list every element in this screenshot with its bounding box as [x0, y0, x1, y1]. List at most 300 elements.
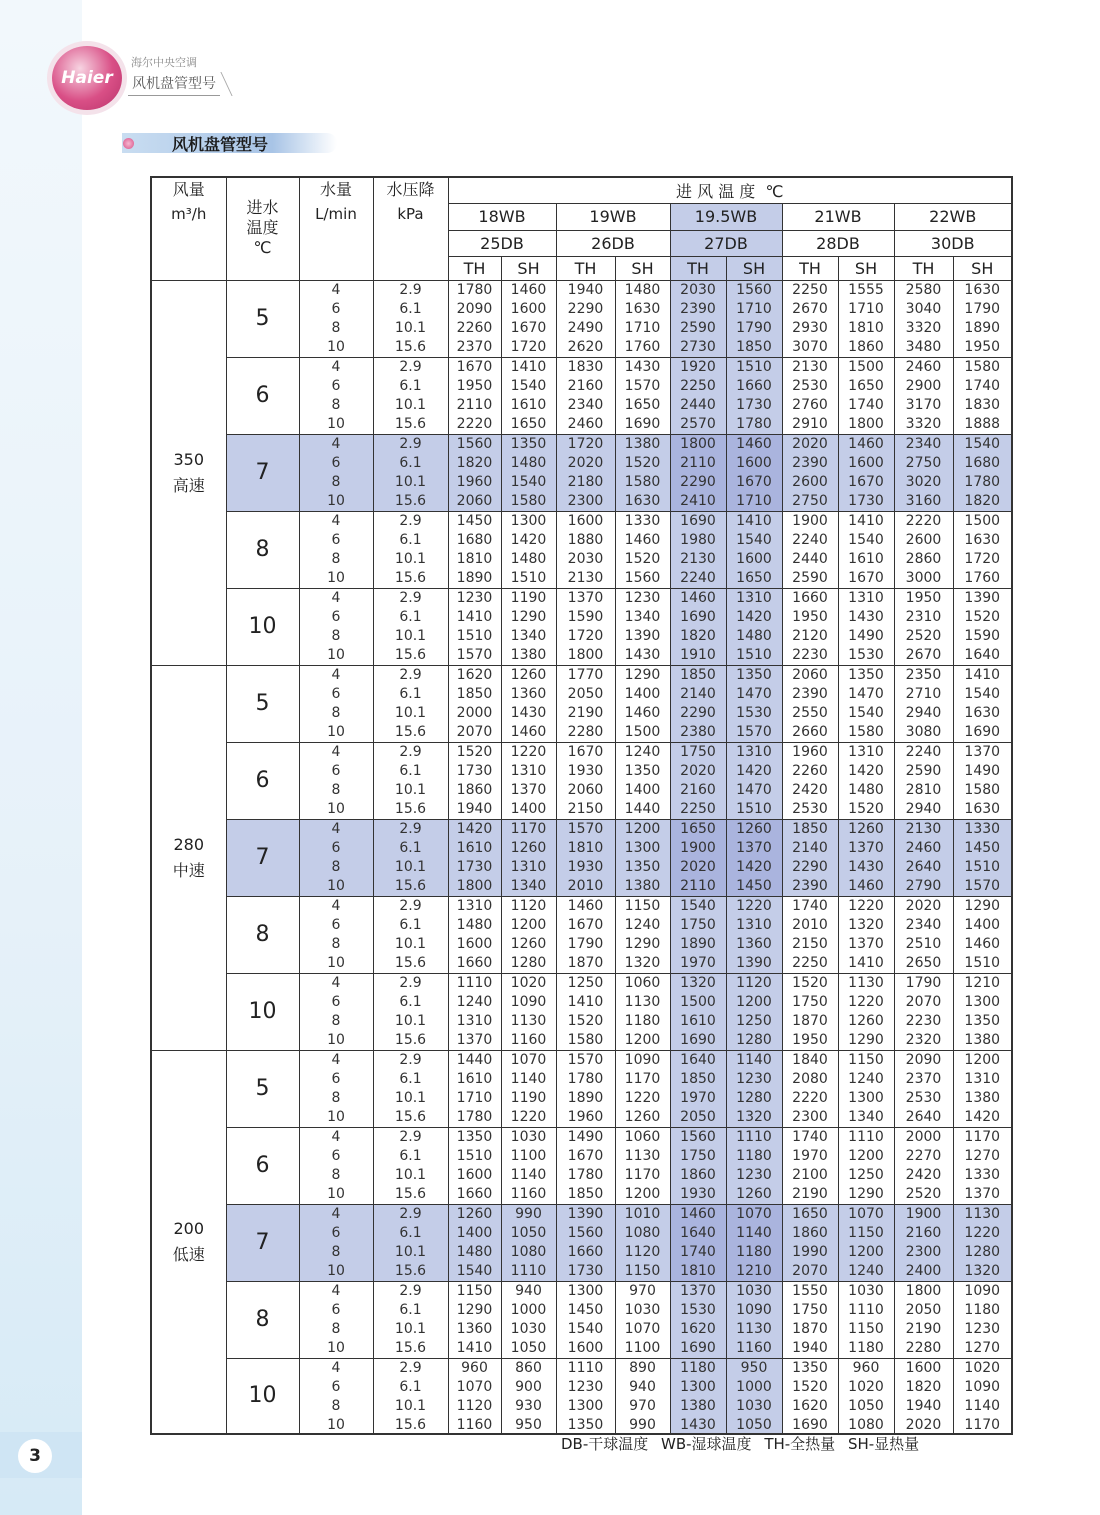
- sh-value-cell: [615, 434, 670, 511]
- value-line: 4: [331, 897, 341, 914]
- value-line: 1410: [510, 358, 547, 375]
- value-line: 10.1: [394, 704, 427, 721]
- value-line: 1850: [456, 685, 493, 702]
- value-line: 10.1: [394, 1089, 427, 1106]
- value-line: 2.9: [399, 512, 422, 529]
- value-line: 1070: [510, 1051, 547, 1068]
- value-line: 1570: [624, 377, 661, 394]
- db-header: 27DB: [670, 230, 782, 256]
- value-line: 1460: [736, 435, 772, 452]
- value-line: 1180: [624, 1012, 661, 1029]
- value-line: 10: [327, 1262, 345, 1279]
- value-line: 1940: [567, 281, 604, 298]
- value-line: 2030: [680, 281, 716, 298]
- value-line: 1790: [964, 300, 1001, 317]
- value-line: 1560: [624, 569, 661, 586]
- value-line: 2020: [905, 897, 942, 914]
- value-line: 1450: [736, 877, 772, 894]
- water-flow-cell: [299, 819, 373, 896]
- value-line: 1110: [736, 1128, 772, 1145]
- value-line: 1350: [964, 1012, 1001, 1029]
- value-line: 1950: [964, 338, 1001, 355]
- value-line: 1640: [964, 646, 1001, 663]
- inlet-temp-cell: 5: [226, 665, 299, 742]
- value-line: 4: [331, 820, 341, 837]
- value-line: 860: [515, 1359, 542, 1376]
- value-line: 1600: [736, 454, 772, 471]
- value-line: 4: [331, 743, 341, 760]
- value-line: 1940: [905, 1397, 942, 1414]
- value-line: 1090: [964, 1282, 1001, 1299]
- value-line: 1110: [567, 1359, 604, 1376]
- th-value-cell: [448, 1050, 501, 1127]
- sh-value-cell: [501, 1204, 556, 1281]
- value-line: 1300: [680, 1378, 716, 1395]
- sh-value-cell: [501, 1050, 556, 1127]
- th-header: TH: [556, 256, 615, 280]
- value-line: 1090: [964, 1378, 1001, 1395]
- value-line: 1850: [792, 820, 828, 837]
- value-line: 1890: [964, 319, 1001, 336]
- sh-value-cell: [615, 588, 670, 665]
- water-flow-cell: [299, 1281, 373, 1358]
- sh-value-cell: [953, 665, 1012, 742]
- value-line: 1470: [848, 685, 884, 702]
- value-line: 6: [331, 1070, 341, 1087]
- value-line: 1310: [510, 858, 547, 875]
- th-value-cell: [894, 665, 953, 742]
- value-line: 1510: [456, 1147, 493, 1164]
- value-line: 1660: [456, 1185, 493, 1202]
- value-line: 2300: [567, 492, 604, 509]
- value-line: 1020: [848, 1378, 884, 1395]
- value-line: 1670: [510, 319, 547, 336]
- value-line: 4: [331, 666, 341, 683]
- value-line: 2490: [567, 319, 604, 336]
- sh-value-cell: [726, 1204, 782, 1281]
- value-line: 2020: [792, 435, 828, 452]
- value-line: 1320: [736, 1108, 772, 1125]
- sh-value-cell: [726, 819, 782, 896]
- value-line: 2530: [792, 800, 828, 817]
- section-title: 风机盘管型号: [172, 135, 269, 154]
- value-line: 1690: [680, 1031, 716, 1048]
- value-line: 1110: [456, 974, 493, 991]
- value-line: 4: [331, 1359, 341, 1376]
- value-line: 2290: [792, 858, 828, 875]
- value-line: 1370: [736, 839, 772, 856]
- value-line: 1100: [510, 1147, 547, 1164]
- table-row: [151, 896, 1012, 973]
- value-line: 1690: [680, 1339, 716, 1356]
- value-line: 1110: [848, 1128, 884, 1145]
- sh-value-cell: [838, 357, 894, 434]
- value-line: 1260: [456, 1205, 493, 1222]
- value-line: 2600: [792, 473, 828, 490]
- value-line: 1310: [848, 743, 884, 760]
- value-line: 1690: [680, 512, 716, 529]
- value-line: 1555: [848, 281, 884, 298]
- value-line: 1260: [510, 935, 547, 952]
- value-line: 8: [331, 1397, 341, 1414]
- value-line: 2440: [680, 396, 716, 413]
- value-line: 1970: [680, 1089, 716, 1106]
- value-line: 1380: [680, 1397, 716, 1414]
- th-value-cell: [894, 896, 953, 973]
- value-line: 1430: [848, 858, 884, 875]
- value-line: 1050: [736, 1416, 772, 1433]
- value-line: 15.6: [394, 1031, 427, 1048]
- th-value-cell: [556, 511, 615, 588]
- value-line: 2860: [905, 550, 942, 567]
- value-line: 1000: [510, 1301, 547, 1318]
- th-value-cell: [448, 1281, 501, 1358]
- value-line: 2.9: [399, 820, 422, 837]
- pressure-drop-cell: [373, 819, 448, 896]
- th-value-cell: [894, 1204, 953, 1281]
- value-line: 1570: [736, 723, 772, 740]
- sh-value-cell: [953, 896, 1012, 973]
- value-line: 1470: [736, 781, 772, 798]
- pressure-drop-cell: [373, 1050, 448, 1127]
- value-line: 2000: [905, 1128, 942, 1145]
- value-line: 2930: [792, 319, 828, 336]
- value-line: 1490: [848, 627, 884, 644]
- value-line: 1370: [848, 935, 884, 952]
- value-line: 1580: [964, 781, 1001, 798]
- value-line: 1520: [624, 454, 661, 471]
- value-line: 1480: [510, 454, 547, 471]
- value-line: 1930: [680, 1185, 716, 1202]
- th-value-cell: [448, 819, 501, 896]
- sh-value-cell: [501, 1358, 556, 1434]
- value-line: 1600: [456, 1166, 493, 1183]
- value-line: 6: [331, 1147, 341, 1164]
- value-line: 2220: [905, 512, 942, 529]
- value-line: 1170: [964, 1128, 1001, 1145]
- value-line: 1130: [624, 993, 661, 1010]
- value-line: 1430: [624, 358, 661, 375]
- value-line: 1780: [456, 1108, 493, 1125]
- value-line: 2340: [905, 916, 942, 933]
- value-line: 1120: [456, 1397, 493, 1414]
- value-line: 990: [629, 1416, 656, 1433]
- sh-value-cell: [501, 434, 556, 511]
- value-line: 10: [327, 415, 345, 432]
- value-line: 2010: [792, 916, 828, 933]
- value-line: 2160: [680, 781, 716, 798]
- value-line: 2.9: [399, 358, 422, 375]
- table-row: [151, 357, 1012, 434]
- th-header: TH: [670, 256, 726, 280]
- value-line: 1170: [624, 1070, 661, 1087]
- table-row: [151, 280, 1012, 357]
- value-line: 1460: [680, 1205, 716, 1222]
- value-line: 1870: [792, 1320, 828, 1337]
- value-line: 2070: [905, 993, 942, 1010]
- value-line: 1740: [792, 897, 828, 914]
- value-line: 2.9: [399, 1282, 422, 1299]
- value-line: 1820: [680, 627, 716, 644]
- value-line: 1470: [736, 685, 772, 702]
- value-line: 3000: [905, 569, 942, 586]
- value-line: 1510: [456, 627, 493, 644]
- value-line: 1200: [964, 1051, 1001, 1068]
- value-line: 1420: [736, 762, 772, 779]
- value-line: 1350: [456, 1128, 493, 1145]
- inlet-temp-cell: 5: [226, 1050, 299, 1127]
- value-line: 1750: [680, 743, 716, 760]
- value-line: 1630: [964, 281, 1001, 298]
- value-line: 4: [331, 974, 341, 991]
- value-line: 1660: [567, 1243, 604, 1260]
- value-line: 1690: [792, 1416, 828, 1433]
- th-value-cell: [556, 819, 615, 896]
- value-line: 2910: [792, 415, 828, 432]
- value-line: 1310: [510, 762, 547, 779]
- value-line: 1660: [736, 377, 772, 394]
- value-line: 3170: [905, 396, 942, 413]
- value-line: 1710: [736, 492, 772, 509]
- value-line: 1110: [510, 1262, 547, 1279]
- value-line: 1650: [624, 396, 661, 413]
- value-line: 1200: [510, 916, 547, 933]
- th-value-cell: [782, 357, 838, 434]
- sh-header: SH: [726, 256, 782, 280]
- value-line: 1410: [848, 954, 884, 971]
- value-line: 1510: [964, 858, 1001, 875]
- value-line: 1800: [680, 435, 716, 452]
- value-line: 2570: [680, 415, 716, 432]
- value-line: 1910: [680, 646, 716, 663]
- value-line: 1810: [680, 1262, 716, 1279]
- th-value-cell: [782, 896, 838, 973]
- value-line: 2270: [905, 1147, 942, 1164]
- th-value-cell: [670, 511, 726, 588]
- value-line: 1770: [567, 666, 604, 683]
- sh-value-cell: [953, 511, 1012, 588]
- value-line: 1330: [964, 820, 1001, 837]
- value-line: 1460: [624, 704, 661, 721]
- value-line: 1800: [848, 415, 884, 432]
- value-line: 1540: [680, 897, 716, 914]
- value-line: 1100: [624, 1339, 661, 1356]
- value-line: 1810: [456, 550, 493, 567]
- wb-header: 18WB: [448, 203, 556, 230]
- value-line: 1630: [624, 300, 661, 317]
- value-line: 2750: [905, 454, 942, 471]
- value-line: 2640: [905, 1108, 942, 1125]
- value-line: 1120: [510, 897, 547, 914]
- value-line: 1960: [792, 743, 828, 760]
- value-line: 1380: [624, 877, 661, 894]
- sh-value-cell: [615, 973, 670, 1050]
- sh-value-cell: [726, 742, 782, 819]
- water-flow-header: 水量 L/min: [299, 177, 373, 280]
- pressure-drop-cell: [373, 511, 448, 588]
- value-line: 1600: [510, 300, 547, 317]
- value-line: 1800: [905, 1282, 942, 1299]
- value-line: 2590: [905, 762, 942, 779]
- value-line: 1420: [736, 858, 772, 875]
- value-line: 2250: [792, 954, 828, 971]
- value-line: 15.6: [394, 954, 427, 971]
- value-line: 1950: [792, 1031, 828, 1048]
- value-line: 2520: [905, 627, 942, 644]
- value-line: 1130: [964, 1205, 1001, 1222]
- value-line: 8: [331, 550, 341, 567]
- value-line: 1660: [792, 589, 828, 606]
- value-line: 1260: [848, 820, 884, 837]
- value-line: 1680: [964, 454, 1001, 471]
- value-line: 1020: [510, 974, 547, 991]
- value-line: 1390: [624, 627, 661, 644]
- value-line: 1660: [456, 954, 493, 971]
- sh-value-cell: [953, 434, 1012, 511]
- value-line: 2.9: [399, 1359, 422, 1376]
- value-line: 1640: [680, 1051, 716, 1068]
- value-line: 1460: [848, 877, 884, 894]
- value-line: 1140: [736, 1224, 772, 1241]
- value-line: 2130: [680, 550, 716, 567]
- th-value-cell: [556, 1050, 615, 1127]
- value-line: 1920: [680, 358, 716, 375]
- value-line: 1830: [964, 396, 1001, 413]
- value-line: 1030: [736, 1282, 772, 1299]
- value-line: 4: [331, 589, 341, 606]
- value-line: 3320: [905, 319, 942, 336]
- value-line: 1510: [736, 800, 772, 817]
- th-value-cell: [894, 973, 953, 1050]
- table-row: [151, 511, 1012, 588]
- airflow-cell: [151, 665, 226, 1050]
- value-line: 1260: [736, 820, 772, 837]
- th-value-cell: [782, 665, 838, 742]
- value-line: 8: [331, 396, 341, 413]
- value-line: 1380: [510, 646, 547, 663]
- value-line: 1130: [848, 974, 884, 991]
- value-line: 1890: [456, 569, 493, 586]
- value-line: 2650: [905, 954, 942, 971]
- value-line: 940: [629, 1378, 656, 1395]
- value-line: 2060: [567, 781, 604, 798]
- th-value-cell: [670, 280, 726, 357]
- value-line: 1220: [964, 1224, 1001, 1241]
- value-line: 10.1: [394, 1397, 427, 1414]
- value-line: 1410: [964, 666, 1001, 683]
- value-line: 1070: [736, 1205, 772, 1222]
- value-line: 1890: [567, 1089, 604, 1106]
- airflow-cell: [151, 1050, 226, 1434]
- value-line: 2.9: [399, 1205, 422, 1222]
- sh-value-cell: [726, 973, 782, 1050]
- sh-value-cell: [838, 896, 894, 973]
- value-line: 1540: [510, 473, 547, 490]
- value-line: 1460: [848, 435, 884, 452]
- th-value-cell: [448, 665, 501, 742]
- value-line: 1560: [680, 1128, 716, 1145]
- value-line: 1750: [680, 916, 716, 933]
- value-line: 1420: [736, 608, 772, 625]
- value-line: 3020: [905, 473, 942, 490]
- value-line: 1540: [848, 531, 884, 548]
- value-line: 2460: [567, 415, 604, 432]
- value-line: 1520: [567, 1012, 604, 1029]
- value-line: 2420: [905, 1166, 942, 1183]
- sh-value-cell: [838, 1358, 894, 1434]
- value-line: 1330: [624, 512, 661, 529]
- sh-value-cell: [615, 665, 670, 742]
- value-line: 1130: [510, 1012, 547, 1029]
- value-line: 1950: [792, 608, 828, 625]
- value-line: 10: [327, 1416, 345, 1433]
- value-line: 1780: [736, 415, 772, 432]
- value-line: 1410: [736, 512, 772, 529]
- th-value-cell: [894, 1050, 953, 1127]
- value-line: 1860: [792, 1224, 828, 1241]
- value-line: 1540: [567, 1320, 604, 1337]
- sh-value-cell: [726, 511, 782, 588]
- pressure-drop-cell: [373, 280, 448, 357]
- value-line: 2130: [905, 820, 942, 837]
- value-line: 1130: [736, 1320, 772, 1337]
- sh-value-cell: [838, 1204, 894, 1281]
- value-line: 1400: [624, 781, 661, 798]
- value-line: 15.6: [394, 646, 427, 663]
- value-line: 2060: [792, 666, 828, 683]
- value-line: 3040: [905, 300, 942, 317]
- value-line: 1580: [510, 492, 547, 509]
- value-line: 1260: [848, 1012, 884, 1029]
- value-line: 4: [331, 435, 341, 452]
- value-line: 1170: [624, 1166, 661, 1183]
- value-line: 1780: [567, 1166, 604, 1183]
- value-line: 950: [515, 1416, 542, 1433]
- value-line: 1780: [567, 1070, 604, 1087]
- value-line: 1300: [567, 1397, 604, 1414]
- th-value-cell: [670, 896, 726, 973]
- value-line: 2080: [792, 1070, 828, 1087]
- value-line: 1220: [510, 743, 547, 760]
- table-row: [151, 1281, 1012, 1358]
- value-line: 1260: [510, 839, 547, 856]
- value-line: 8: [331, 704, 341, 721]
- water-flow-cell: [299, 1050, 373, 1127]
- value-line: 1670: [848, 569, 884, 586]
- value-line: 1480: [736, 627, 772, 644]
- value-line: 1170: [964, 1416, 1001, 1433]
- value-line: 2670: [905, 646, 942, 663]
- value-line: 2390: [680, 300, 716, 317]
- value-line: 1540: [964, 685, 1001, 702]
- value-line: 15.6: [394, 1262, 427, 1279]
- th-value-cell: [448, 1204, 501, 1281]
- value-line: 1600: [567, 512, 604, 529]
- th-value-cell: [670, 1281, 726, 1358]
- value-line: 1320: [848, 916, 884, 933]
- th-value-cell: [894, 588, 953, 665]
- value-line: 4: [331, 512, 341, 529]
- value-line: 2520: [905, 1185, 942, 1202]
- sh-value-cell: [501, 588, 556, 665]
- value-line: 970: [629, 1282, 656, 1299]
- value-line: 10: [327, 1339, 345, 1356]
- value-line: 1520: [624, 550, 661, 567]
- value-line: 1120: [736, 974, 772, 991]
- value-line: 1070: [456, 1378, 493, 1395]
- value-line: 2.9: [399, 666, 422, 683]
- inlet-temp-cell: 7: [226, 434, 299, 511]
